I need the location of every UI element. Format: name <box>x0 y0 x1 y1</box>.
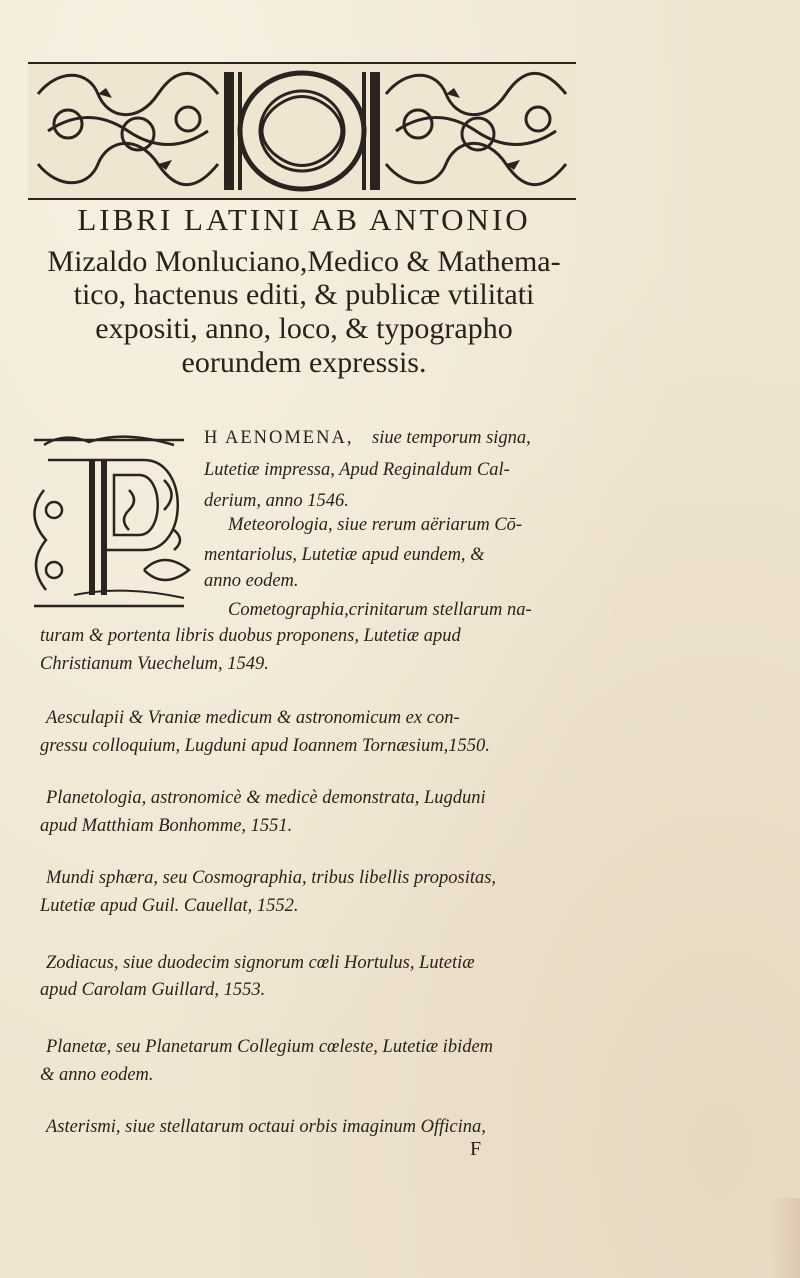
signature-mark: F <box>470 1138 482 1160</box>
entry-5-line-2: apud Matthiam Bonhomme, 1551. <box>40 816 293 836</box>
entry-7-line-2: apud Carolam Guillard, 1553. <box>40 980 266 1000</box>
entry-2-line-2: mentariolus, Lutetiæ apud eundem, & <box>204 545 485 565</box>
entry-2-line-1: Meteorologia, siue rerum aëriarum Cō- <box>228 515 523 535</box>
entry-6-line-2: Lutetiæ apud Guil. Cauellat, 1552. <box>40 896 299 916</box>
entry-1-line-2: Lutetiæ impressa, Apud Reginaldum Cal- <box>204 460 510 480</box>
entry-1-line-1-caps: H AENOMENA, <box>204 428 354 448</box>
title-line-1: LIBRI LATINI AB ANTONIO <box>77 202 531 237</box>
page-edge-stain <box>770 1198 800 1278</box>
entry-4-line-1: Aesculapii & Vraniæ medicum & astronomicum ex con- <box>46 708 460 728</box>
entry-7-line-1: Zodiacus, siue duodecim signorum cœli Hortulus, Lutetiæ <box>46 953 475 973</box>
entry-5-line-1: Planetologia, astronomicè & medicè demonstrata, Lugduni <box>46 788 486 808</box>
entry-3-line-3: Christianum Vuechelum, 1549. <box>40 654 269 674</box>
entry-8-line-1: Planetæ, seu Planetarum Collegium cœleste, Lutetiæ ibidem <box>46 1037 494 1057</box>
title-line-5: eorundem expressis. <box>181 346 427 379</box>
entry-6-line-1: Mundi sphæra, seu Cosmographia, tribus libellis propositas, <box>46 868 497 888</box>
title-line-3: tico, hactenus editi, & publicæ vtilitati <box>73 278 535 311</box>
title-line-2: Mizaldo Monluciano,Medico & Mathema- <box>47 245 561 278</box>
ornamental-headpiece-icon <box>28 62 576 200</box>
entry-1-line-1: siue temporum signa, <box>372 428 531 448</box>
decorated-initial-p-icon <box>14 420 202 610</box>
entry-3-line-1: Cometographia,crinitarum stellarum na- <box>228 600 532 620</box>
entry-4-line-2: gressu colloquium, Lugduni apud Ioannem Tornæsium,1550. <box>40 736 490 756</box>
entry-3-line-2: turam & portenta libris duobus proponens, Lutetiæ apud <box>40 626 461 646</box>
title-line-4: expositi, anno, loco, & typographo <box>95 312 513 345</box>
entry-2-line-3: anno eodem. <box>204 571 299 591</box>
entry-8-line-2: & anno eodem. <box>40 1065 154 1085</box>
entry-1-line-3: derium, anno 1546. <box>204 491 349 511</box>
entry-9-line-1: Asterismi, siue stellatarum octaui orbis imaginum Officina, <box>46 1117 486 1137</box>
